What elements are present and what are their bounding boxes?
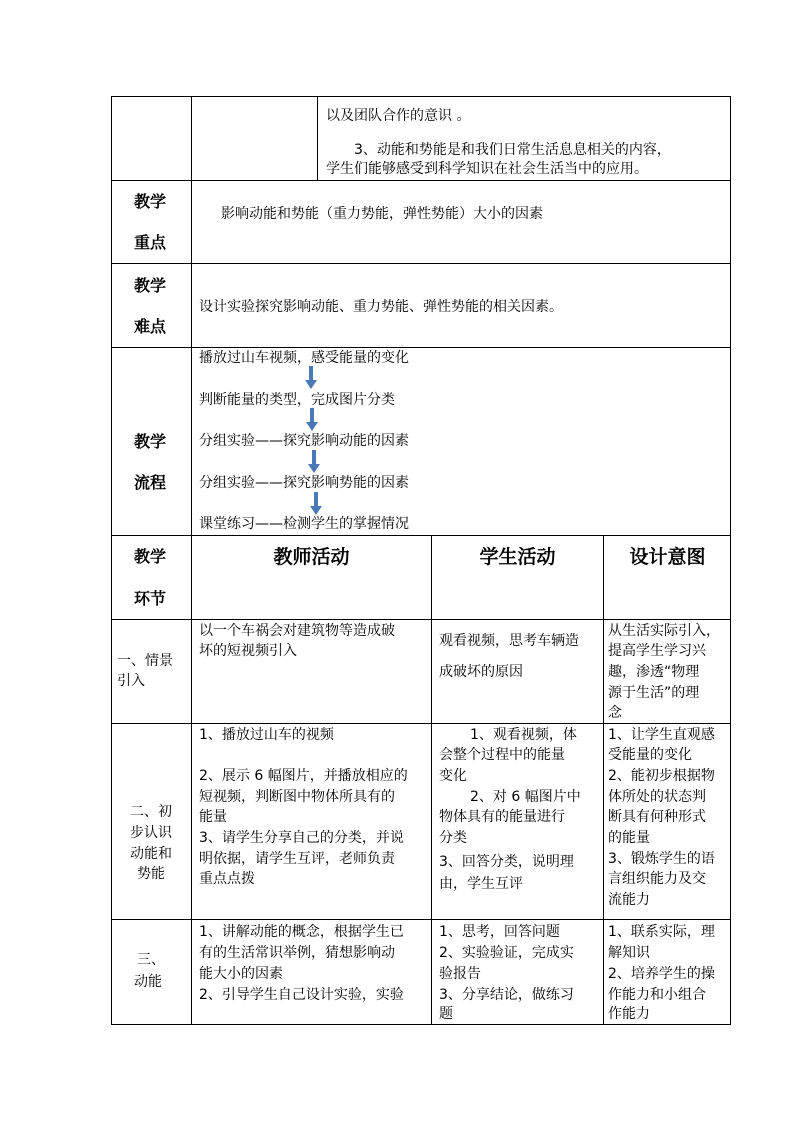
teacher-activity-cell: 能大小的因素	[199, 966, 283, 982]
student-activity-cell: 题	[439, 1006, 453, 1022]
student-activity-cell: 验报告	[439, 966, 481, 982]
teacher-activity-cell: 短视频，判断图中物体所具有的	[199, 789, 395, 805]
flow-arrow-icon	[304, 366, 318, 390]
design-intent-header: 设计意图	[629, 546, 706, 568]
teacher-activity-cell: 1、讲解动能的概念，根据学生已	[199, 924, 404, 940]
key-points-label: 重点	[134, 233, 167, 252]
row-divider	[111, 919, 731, 920]
stage-cell: 动能和	[130, 846, 172, 862]
student-activity-cell: 1、观看视频，体	[470, 727, 577, 743]
teacher-activity-cell: 3、请学生分享自己的分类，并说	[199, 830, 404, 846]
teacher-activity-cell: 以一个车祸会对建筑物等造成破	[199, 623, 395, 639]
student-activity-cell: 观看视频，思考车辆造	[439, 633, 579, 649]
difficulties-text: 设计实验探究影响动能、重力势能、弹性势能的相关因素。	[199, 299, 563, 315]
difficulties-label: 教学	[134, 276, 167, 295]
student-activity-cell: 会整个过程中的能量	[439, 747, 565, 763]
design-intent-cell: 流能力	[608, 892, 650, 908]
stage-cell: 动能	[134, 974, 162, 990]
row-divider	[111, 619, 731, 620]
row-divider	[111, 723, 731, 724]
student-activity-cell: 1、思考，回答问题	[439, 924, 560, 940]
design-intent-cell: 趣，渗透“物理	[608, 664, 700, 680]
student-activity-cell: 由，学生互评	[439, 876, 523, 892]
flow-step: 课堂练习——检测学生的掌握情况	[199, 516, 409, 532]
teacher-activity-cell: 坏的短视频引入	[199, 643, 297, 659]
stage-cell: 势能	[137, 866, 165, 882]
design-intent-cell: 言组织能力及交	[608, 871, 706, 887]
student-activity-cell: 3、回答分类，说明理	[439, 854, 574, 870]
stage-cell: 引入	[117, 673, 145, 689]
teacher-activity-cell: 能量	[199, 809, 227, 825]
student-activity-cell: 物体具有的能量进行	[439, 809, 565, 825]
student-activity-cell: 2、实验验证，完成实	[439, 945, 574, 961]
stage-header: 教学	[134, 547, 167, 566]
design-intent-cell: 体所处的状态判	[608, 789, 706, 805]
objective-continuation: 以及团队合作的意识 。	[326, 108, 471, 124]
design-intent-cell: 受能量的变化	[608, 747, 692, 763]
flow-step: 播放过山车视频，感受能量的变化	[199, 350, 409, 366]
design-intent-cell: 1、联系实际，理	[608, 924, 715, 940]
design-intent-cell: 从生活实际引入，	[608, 623, 720, 639]
flow-step: 分组实验——探究影响动能的因素	[199, 433, 409, 449]
design-intent-cell: 2、培养学生的操	[608, 966, 715, 982]
student-activity-cell: 2、对 6 幅图片中	[470, 789, 581, 805]
flow-label: 教学	[134, 432, 167, 451]
flow-step: 判断能量的类型，完成图片分类	[199, 392, 395, 408]
student-activity-cell: 变化	[439, 768, 467, 784]
design-intent-cell: 断具有何种形式	[608, 809, 706, 825]
student-activity-header: 学生活动	[479, 546, 556, 568]
design-intent-cell: 作能力	[608, 1006, 650, 1022]
design-intent-cell: 提高学生学习兴	[608, 643, 706, 659]
teacher-activity-cell: 2、引导学生自己设计实验，实验	[199, 987, 404, 1003]
student-activity-cell: 分类	[439, 830, 467, 846]
design-intent-cell: 2、能初步根据物	[608, 768, 715, 784]
student-activity-cell: 成破坏的原因	[439, 664, 523, 680]
key-points-text: 影响动能和势能（重力势能，弹性势能）大小的因素	[221, 206, 543, 222]
key-points-label: 教学	[134, 192, 167, 211]
objective-item-3-cont: 学生们能够感受到科学知识在社会生活当中的应用。	[326, 161, 648, 177]
column-divider	[431, 535, 432, 1025]
flow-arrow-icon	[309, 492, 323, 516]
stage-cell: 二、初	[130, 804, 172, 820]
teacher-activity-cell: 1、播放过山车的视频	[199, 727, 334, 743]
stage-cell: 三、	[137, 952, 165, 968]
column-divider	[603, 535, 604, 1025]
teacher-activity-cell: 2、展示 6 幅图片，并播放相应的	[199, 768, 408, 784]
design-intent-cell: 1、让学生直观感	[608, 727, 715, 743]
flow-arrow-icon	[307, 450, 321, 474]
flow-step: 分组实验——探究影响势能的因素	[199, 475, 409, 491]
stage-header: 环节	[134, 589, 167, 608]
column-divider	[317, 96, 318, 180]
flow-label: 流程	[134, 473, 167, 492]
design-intent-cell: 解知识	[608, 945, 650, 961]
teacher-activity-cell: 明依据，请学生互评，老师负责	[199, 851, 395, 867]
stage-cell: 一、情景	[117, 653, 173, 669]
row-divider	[111, 535, 731, 536]
flow-arrow-icon	[305, 408, 319, 432]
design-intent-cell: 的能量	[608, 830, 650, 846]
teacher-activity-cell: 有的生活常识举例，猜想影响动	[199, 945, 395, 961]
row-divider	[111, 263, 731, 264]
design-intent-cell: 源于生活”的理	[608, 685, 700, 701]
design-intent-cell: 作能力和小组合	[608, 987, 706, 1003]
teacher-activity-cell: 重点点拨	[199, 871, 255, 887]
row-divider	[111, 180, 731, 181]
stage-cell: 步认识	[130, 825, 172, 841]
objective-item-3: 3、动能和势能是和我们日常生活息息相关的内容，	[354, 142, 671, 158]
design-intent-cell: 念	[608, 705, 622, 721]
teacher-activity-header: 教师活动	[273, 546, 350, 568]
design-intent-cell: 3、锻炼学生的语	[608, 851, 715, 867]
difficulties-label: 难点	[134, 317, 167, 336]
student-activity-cell: 3、分享结论，做练习	[439, 987, 574, 1003]
